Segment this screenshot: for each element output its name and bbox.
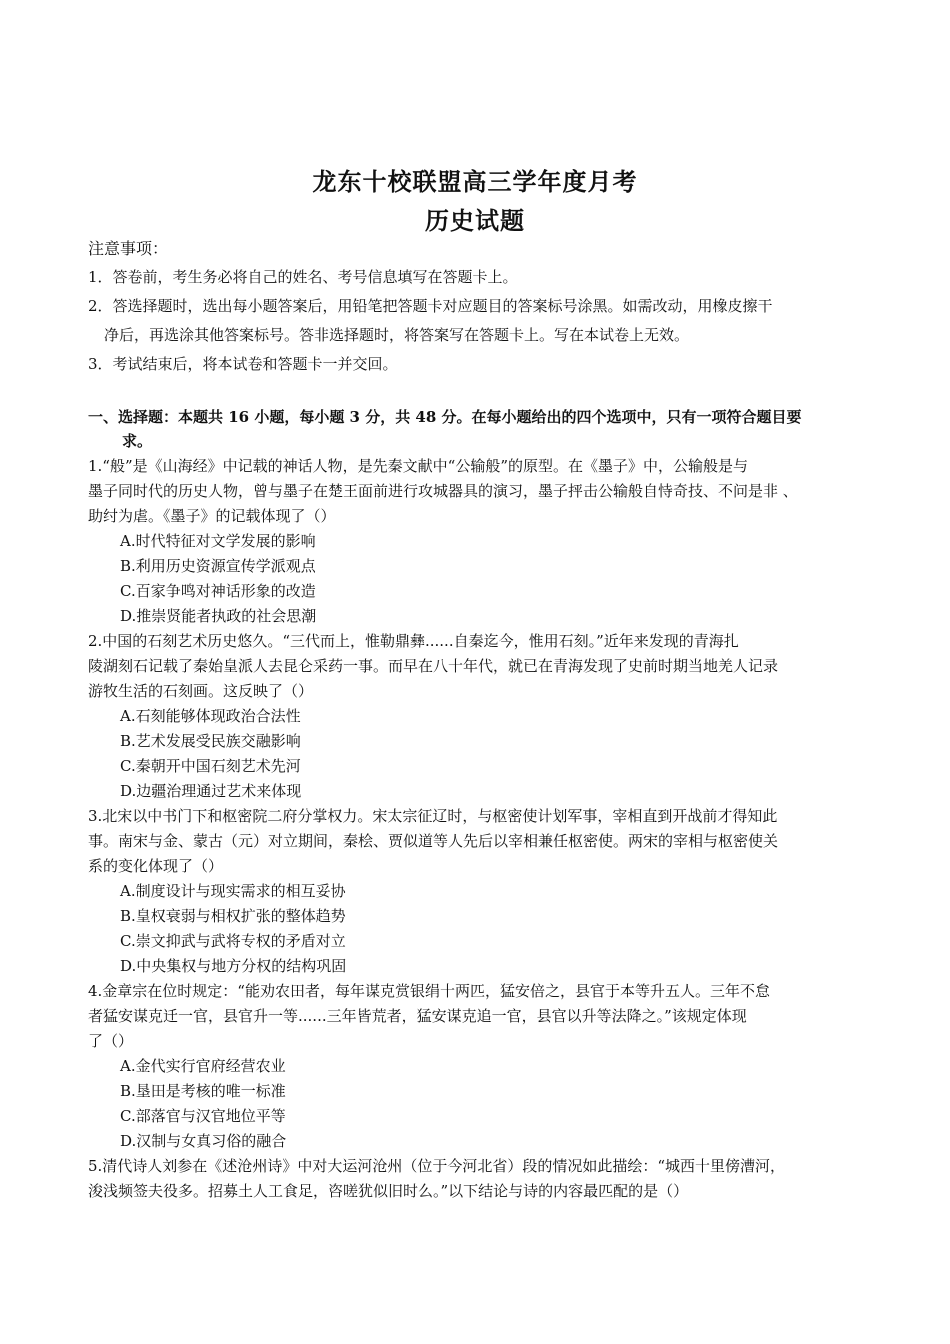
notice-item: 净后，再选涂其他答案标号。答非选择题时，将答案写在答题卡上。写在本试卷上无效。 <box>104 326 690 344</box>
question-5-line: 5.清代诗人刘参在《述沧州诗》中对大运河沧州（位于今河北省）段的情况如此描绘：“城西十里傍漕河， <box>88 1157 785 1175</box>
question-1-line: 1.“般”是《山海经》中记载的神话人物，是先秦文献中“公输般”的原型。在《墨子》中，公输般是与 <box>88 457 748 475</box>
question-2-line: 陵湖刻石记载了秦始皇派人去昆仑采药一事。而早在八十年代，就已在青海发现了史前时期当地羌人记录 <box>88 657 779 675</box>
question-3-option-d: D.中央集权与地方分权的结构巩固 <box>120 957 347 975</box>
question-2-option-c: C.秦朝开中国石刻艺术先河 <box>120 757 301 775</box>
question-3-line: 系的变化体现了（） <box>88 857 224 875</box>
question-4-option-b: B.垦田是考核的唯一标准 <box>120 1082 286 1100</box>
exam-subtitle: 历史试题 <box>425 207 525 235</box>
question-4-option-d: D.汉制与女真习俗的融合 <box>120 1132 287 1150</box>
notice-item: 3．考试结束后，将本试卷和答题卡一并交回。 <box>88 355 398 373</box>
question-2-line: 游牧生活的石刻画。这反映了（） <box>88 682 314 700</box>
question-4-option-a: A.金代实行官府经营农业 <box>120 1057 286 1075</box>
question-1-line: 墨子同时代的历史人物，曾与墨子在楚王面前进行攻城器具的演习，墨子抨击公输般自恃奇技、不问是非 、 <box>88 482 798 500</box>
exam-title: 龙东十校联盟高三学年度月考 <box>312 168 638 196</box>
notice-item: 2．答选择题时，选出每小题答案后，用铅笔把答题卡对应题目的答案标号涂黑。如需改动，用橡皮擦干 <box>88 297 773 315</box>
question-4-line: 了（） <box>88 1032 134 1050</box>
notice-item: 1．答卷前，考生务必将自己的姓名、考号信息填写在答题卡上。 <box>88 268 518 286</box>
question-4-line: 4.金章宗在位时规定：“能劝农田者，每年谋克赏银绢十两匹，猛安倍之，县官于本等升五人。三年不怠 <box>88 982 770 1000</box>
question-2-option-a: A.石刻能够体现政治合法性 <box>120 707 301 725</box>
question-1-option-d: D.推崇贤能者执政的社会思潮 <box>120 607 317 625</box>
question-1-line: 助纣为虐。《墨子》的记载体现了（） <box>88 507 336 525</box>
question-1-option-a: A.时代特征对文学发展的影响 <box>120 532 316 550</box>
question-4-option-c: C.部落官与汉官地位平等 <box>120 1107 286 1125</box>
question-3-line: 3.北宋以中书门下和枢密院二府分掌权力。宋太宗征辽时，与枢密使计划军事，宰相直到开战前才得知此 <box>88 807 778 825</box>
question-2-option-b: B.艺术发展受民族交融影响 <box>120 732 301 750</box>
question-1-option-c: C.百家争鸣对神话形象的改造 <box>120 582 316 600</box>
question-5-line: 浚浅频签夫役多。招募土人工食足，咨嗟犹似旧时么。”以下结论与诗的内容最匹配的是（） <box>88 1182 689 1200</box>
section-heading: 一、选择题：本题共 16 小题，每小题 3 分，共 48 分。在每小题给出的四个选项中，只有一项符合题目要 <box>88 408 802 426</box>
question-3-line: 事。南宋与金、蒙古（元）对立期间，秦桧、贾似道等人先后以宰相兼任枢密使。两宋的宰相与枢密使关 <box>88 832 779 850</box>
question-3-option-b: B.皇权衰弱与相权扩张的整体趋势 <box>120 907 346 925</box>
question-2-line: 2.中国的石刻艺术历史悠久。“三代而上，惟勒鼎彝......自秦迄今，惟用石刻。”近年来发现的青海扎 <box>88 632 739 650</box>
question-3-option-a: A.制度设计与现实需求的相互妥协 <box>120 882 346 900</box>
question-3-option-c: C.崇文抑武与武将专权的矛盾对立 <box>120 932 346 950</box>
question-1-option-b: B.利用历史资源宣传学派观点 <box>120 557 316 575</box>
question-2-option-d: D.边疆治理通过艺术来体现 <box>120 782 302 800</box>
question-4-line: 者猛安谋克迁一官，县官升一等......三年皆荒者，猛安谋克追一官，县官以升等法降之。”该规定体现 <box>88 1007 747 1025</box>
section-heading-cont: 求。 <box>122 432 153 450</box>
notice-heading: 注意事项： <box>88 239 169 258</box>
